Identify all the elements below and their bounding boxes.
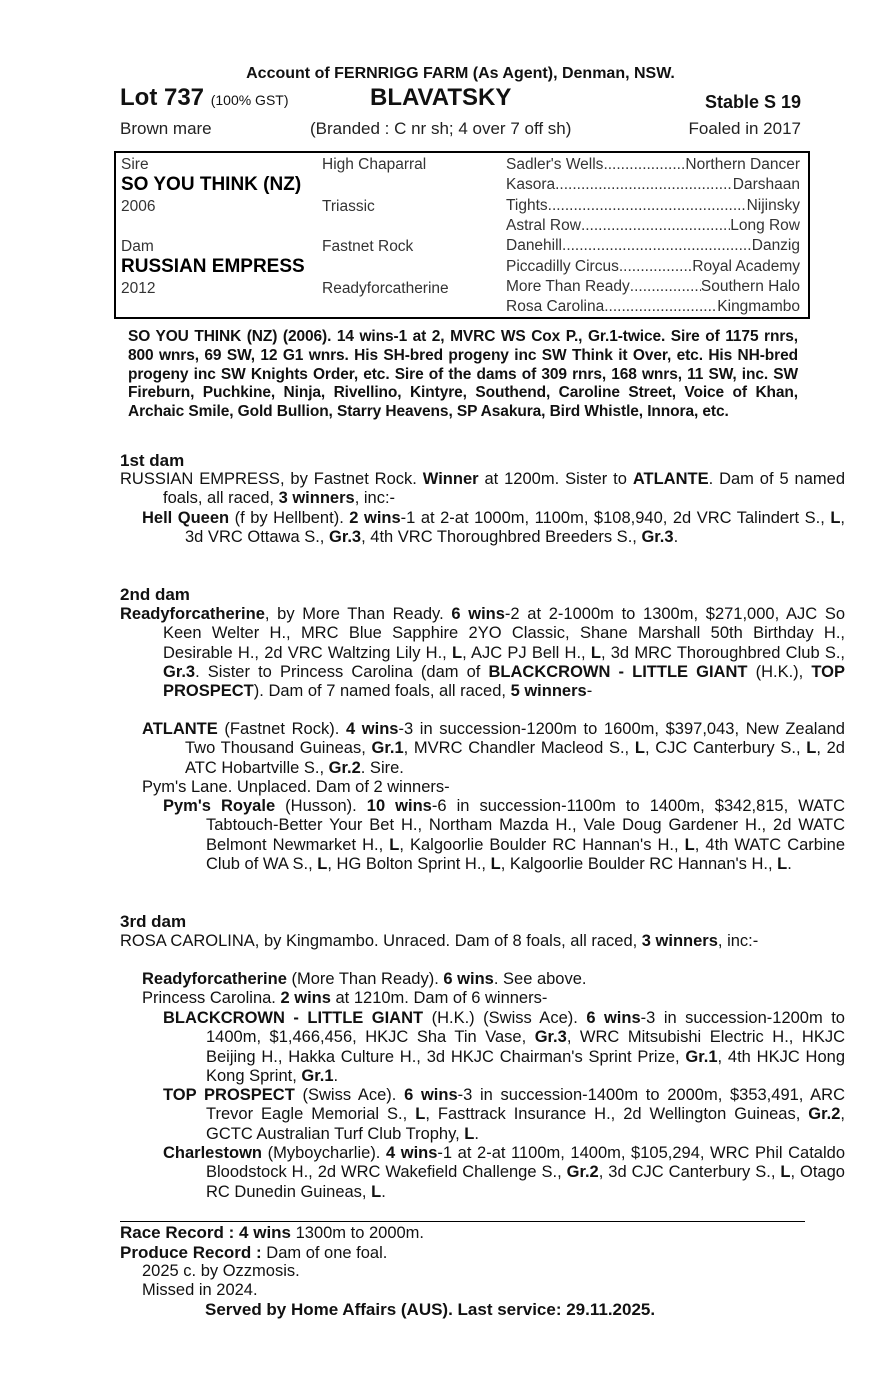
progeny-hell-queen (142, 509, 845, 548)
body-text: , Kalgoorlie Boulder RC Hannan's H., (399, 835, 685, 854)
emphasis-text: 6 wins (404, 1086, 458, 1104)
emphasis-text: BLACKCROWN - LITTLE GIANT (488, 662, 748, 681)
horse-name: BLAVATSKY (370, 84, 512, 111)
great-grandparent-sire-line: Long Row (730, 216, 800, 234)
progeny-readyforcatherine (142, 970, 587, 989)
sire-label: Sire (121, 156, 149, 173)
grandparent-row (506, 155, 800, 174)
body-text: . (333, 1066, 339, 1085)
grandparent-row (506, 277, 800, 296)
emphasis-text: L (780, 1163, 791, 1182)
body-text: , 4th WATC Carbine Club of WA S., (206, 835, 845, 873)
body-text: , 2d ATC Hobartville S., (185, 739, 845, 777)
emphasis-text: L (317, 854, 328, 873)
body-text: -1 at 2-at 1100m, 1400m, $105,294, WRC Phil Cataldo Bloodstock H., 2d WRC Wakefield Challenge S., (206, 1144, 845, 1182)
first-dam-heading: 1st dam (120, 451, 185, 470)
grandparent-row (506, 216, 800, 235)
emphasis-text: Gr.2 (566, 1163, 599, 1182)
emphasis-text: L (830, 509, 841, 527)
body-text: (f by Hellbent). (229, 509, 350, 527)
emphasis-text: Gr.1 (371, 739, 404, 758)
body-text: , by More Than Ready. (264, 605, 452, 623)
grandparent-row (506, 236, 800, 255)
sire-sire: High Chaparral (322, 156, 427, 173)
great-grandparent-dam-line: Kasora (506, 176, 556, 194)
great-grandparent-sire-line: Nijinsky (746, 196, 800, 214)
emphasis-text: Gr.1 (301, 1066, 334, 1085)
third-dam-entry (120, 932, 845, 951)
body-text: -1 at 2-at 1000m, 1100m, $108,940, 2d VRC Talindert S., (400, 509, 831, 527)
body-text: (H.K.) (Swiss Ace). (423, 1009, 587, 1027)
leader-dots (548, 196, 747, 215)
progeny-blackcrown (163, 1009, 845, 1086)
body-text: , AJC PJ Bell H., (462, 643, 591, 662)
body-text: , inc:- (354, 489, 396, 508)
body-text: , CJC Canterbury S., (644, 739, 807, 758)
great-grandparent-dam-line: Rosa Carolina (506, 298, 605, 316)
emphasis-text: BLACKCROWN - LITTLE GIANT (163, 1009, 424, 1027)
emphasis-text: TOP PROSPECT (163, 662, 845, 701)
great-grandparent-sire-line: Kingmambo (717, 298, 800, 316)
pedigree-table (114, 151, 810, 319)
emphasis-text: L (806, 739, 817, 758)
body-text: . (787, 854, 792, 873)
body-text: , Kalgoorlie Boulder RC Hannan's H., (500, 854, 778, 873)
body-text: -3 in succession-1200m to 1400m, $1,466,456, HKJC Sha Tin Vase, (206, 1009, 845, 1047)
emphasis-text: Charlestown (163, 1144, 263, 1162)
produce-record (120, 1243, 387, 1263)
body-text: (H.K.), (747, 662, 812, 681)
emphasis-text: L (590, 643, 601, 662)
emphasis-text: L (389, 835, 400, 854)
body-text: , Fasttrack Insurance H., 2d Wellington Guineas, (425, 1105, 809, 1124)
body-text: RUSSIAN EMPRESS, by Fastnet Rock. (120, 470, 423, 488)
emphasis-text: L (684, 835, 695, 854)
emphasis-text: Gr.3 (163, 662, 196, 681)
gst-note: (100% GST) (210, 92, 289, 108)
grandparent-row (506, 297, 800, 316)
service-note: Served by Home Affairs (AUS). Last service: 29.11.2025. (205, 1300, 656, 1319)
foaled-year: Foaled in 2017 (688, 119, 801, 138)
produce-record-label: Produce Record : (120, 1243, 262, 1262)
progeny-charlestown (163, 1144, 845, 1202)
emphasis-text: 10 wins (366, 797, 432, 815)
body-text: (Myboycharlie). (262, 1144, 386, 1162)
body-text: -2 at 2-1000m to 1300m, $271,000, AJC So Keen Welter H., MRC Blue Sapphire 2YO Classic, Shane Marshall 50th Birthday H., Desirable H., 2d VRC Waltzing Lily H., (163, 605, 846, 662)
leader-dots (604, 297, 717, 316)
dam-name: RUSSIAN EMPRESS (121, 256, 305, 277)
sire-dam: Triassic (322, 198, 375, 215)
progeny-pyms-lane: Pym's Lane. Unplaced. Dam of 2 winners- (142, 778, 450, 796)
emphasis-text: L (371, 1182, 382, 1201)
vendor-account: Account of FERNRIGG FARM (As Agent), Denman, NSW. (246, 65, 675, 82)
emphasis-text: 2 wins (280, 989, 331, 1007)
emphasis-text: 4 wins (385, 1144, 438, 1162)
body-text: . Sister to Princess Carolina (dam of (195, 662, 489, 681)
body-text: , GCTC Australian Turf Club Trophy, (206, 1105, 845, 1143)
great-grandparent-sire-line: Southern Halo (700, 277, 800, 295)
horse-sex: Brown mare (120, 119, 212, 138)
body-text: -6 in succession-1100m to 1400m, $342,815, WATC Tabtouch-Better Your Bet H., Northam Mazda H., Vale Doug Gardener H., 2d WATC Belmont Newmarket H., (206, 797, 845, 854)
body-text: (Swiss Ace). (294, 1086, 405, 1104)
progeny-pyms-royale (163, 797, 845, 874)
emphasis-text: L (464, 1124, 475, 1143)
body-text: Princess Carolina. (142, 989, 281, 1007)
divider (120, 1221, 805, 1222)
stable-location: Stable S 19 (704, 92, 801, 112)
race-record-value: 1300m to 2000m. (291, 1224, 425, 1242)
great-grandparent-dam-line: Astral Row (506, 216, 581, 234)
body-text: , 3d VRC Ottawa S., (185, 509, 846, 547)
emphasis-text: ATLANTE (632, 470, 709, 488)
progeny-princess-carolina (142, 989, 547, 1008)
dam-dam: Readyforcatherine (322, 280, 449, 297)
emphasis-text: 2 wins (349, 509, 401, 527)
emphasis-text: 5 winners (510, 682, 587, 701)
leader-dots (619, 257, 692, 276)
leader-dots (630, 277, 701, 296)
body-text: ROSA CAROLINA, by Kingmambo. Unraced. Dam of 8 foals, all raced, (120, 932, 642, 950)
first-dam-entry (120, 470, 845, 509)
body-text: , 4th VRC Thoroughbred Breeders S., (361, 528, 642, 547)
emphasis-text: L (415, 1105, 426, 1124)
body-text: at 1200m. Sister to (478, 470, 633, 488)
lot-label: Lot 737 (120, 84, 205, 111)
dam-label: Dam (121, 238, 154, 255)
lot-header (120, 84, 801, 116)
lot-number (120, 84, 289, 111)
great-grandparent-sire-line: Northern Dancer (685, 156, 800, 173)
emphasis-text: L (777, 854, 788, 873)
great-grandparent-sire-line: Danzig (751, 237, 800, 255)
progeny-atlante (142, 720, 845, 778)
sire-year: 2006 (121, 198, 156, 215)
emphasis-text: L (490, 854, 501, 873)
body-text: . (673, 528, 679, 547)
emphasis-text: Hell Queen (142, 509, 230, 527)
body-text: ). Dam of 7 named foals, all raced, (253, 682, 511, 701)
body-text: -3 in succession-1200m to 1600m, $397,043, New Zealand Two Thousand Guineas, (185, 720, 845, 758)
body-text: , 3d MRC Thoroughbred Club S., (600, 643, 846, 662)
body-text: , 4th HKJC Hong Kong Sprint, (206, 1047, 845, 1085)
grandparent-row (506, 257, 800, 276)
great-grandparent-dam-line: Tights (506, 196, 548, 214)
dam-year: 2012 (121, 280, 156, 297)
emphasis-text: Readyforcatherine (120, 605, 265, 623)
race-record (120, 1223, 424, 1243)
emphasis-text: Winner (422, 470, 479, 488)
produce-item: Missed in 2024. (142, 1281, 258, 1299)
leader-dots (581, 216, 730, 235)
emphasis-text: TOP PROSPECT (163, 1086, 295, 1104)
emphasis-text: 4 wins (345, 720, 399, 738)
sire-summary: SO YOU THINK (NZ) (2006). 14 wins-1 at 2, MVRC WS Cox P., Gr.1-twice. Sire of 1175 rnrs, 800 wnrs, 69 SW, 12 G1 wnrs. His SH-bred progeny inc SW Think it Over, etc. His NH-bred progeny inc SW Knights Order, etc. Sire of the dams of 309 rnrs, 168 wnrs, 11 SW, inc. SW Fireburn, Puchkine, Ninja, Rivellino, Kintyre, Southend, Caroline Street, Voice of Khan, Archaic Smile, Gold Bullion, Starry Heavens, SP Asakura, Bird Whistle, Innora, etc. (128, 328, 798, 421)
produce-record-value: Dam of one foal. (261, 1244, 388, 1262)
emphasis-text: Readyforcatherine (142, 970, 287, 988)
emphasis-text: 6 wins (586, 1009, 641, 1027)
great-grandparent-dam-line: Sadler's Wells (506, 156, 604, 173)
brand-description: (Branded : С nr sh; 4 over 7 off sh) (310, 119, 572, 138)
emphasis-text: Gr.1 (685, 1047, 718, 1066)
grandparent-row (506, 175, 800, 194)
emphasis-text: L (451, 643, 463, 662)
emphasis-text: ATLANTE (142, 720, 218, 738)
emphasis-text: 6 wins (451, 605, 505, 623)
emphasis-text: Gr.3 (328, 528, 362, 547)
emphasis-text: Gr.2 (808, 1105, 841, 1124)
leader-dots (603, 155, 685, 174)
progeny-top-prospect (163, 1086, 845, 1144)
great-grandparent-dam-line: Danehill (506, 237, 563, 255)
great-grandparent-dam-line: Piccadilly Circus (506, 257, 619, 275)
body-text: . Dam of 5 named foals, all raced, (163, 470, 846, 508)
emphasis-text: Gr.2 (328, 758, 361, 777)
body-text: . (381, 1182, 386, 1201)
great-grandparent-dam-line: More Than Ready (506, 277, 630, 295)
emphasis-text: 3 winners (278, 489, 355, 508)
race-record-label: Race Record : 4 wins (120, 1223, 292, 1242)
produce-item: 2025 c. by Ozzmosis. (142, 1262, 300, 1280)
leader-dots (562, 236, 752, 255)
body-text: (More Than Ready). (286, 970, 444, 988)
second-dam-entry (120, 605, 845, 701)
great-grandparent-sire-line: Darshaan (732, 176, 800, 194)
grandparent-row (506, 196, 800, 215)
body-text: . See above. (493, 970, 587, 988)
body-text: at 1210m. Dam of 6 winners- (330, 989, 548, 1007)
emphasis-text: Pym's Royale (163, 797, 276, 815)
emphasis-text: Gr.3 (641, 528, 674, 547)
body-text: , inc:- (717, 932, 759, 950)
body-text: , Otago RC Dunedin Guineas, (206, 1163, 845, 1201)
sire-name: SO YOU THINK (NZ) (121, 174, 302, 195)
great-grandparent-sire-line: Royal Academy (692, 257, 800, 275)
dam-sire: Fastnet Rock (322, 238, 414, 255)
body-text: , MVRC Chandler Macleod S., (403, 739, 635, 758)
body-text: , 3d CJC Canterbury S., (598, 1163, 781, 1182)
emphasis-text: 6 wins (443, 970, 494, 988)
body-text: (Husson). (275, 797, 367, 815)
body-text: , WRC Mitsubishi Electric H., HKJC Beijing H., Hakka Culture H., 3d HKJC Chairman's Sprint Prize, (206, 1028, 845, 1066)
leader-dots (555, 175, 733, 194)
second-dam-heading: 2nd dam (120, 585, 190, 604)
body-text: . (474, 1124, 479, 1143)
body-text: -3 in succession-1400m to 2000m, $353,491, ARC Trevor Eagle Memorial S., (206, 1086, 846, 1124)
emphasis-text: Gr.3 (534, 1028, 567, 1047)
emphasis-text: L (634, 739, 645, 758)
body-text: - (586, 682, 593, 701)
third-dam-heading: 3rd dam (120, 912, 187, 931)
body-text: (Fastnet Rock). (217, 720, 346, 738)
body-text: , HG Bolton Sprint H., (327, 854, 491, 873)
emphasis-text: 3 winners (641, 932, 718, 950)
body-text: . Sire. (360, 758, 404, 777)
